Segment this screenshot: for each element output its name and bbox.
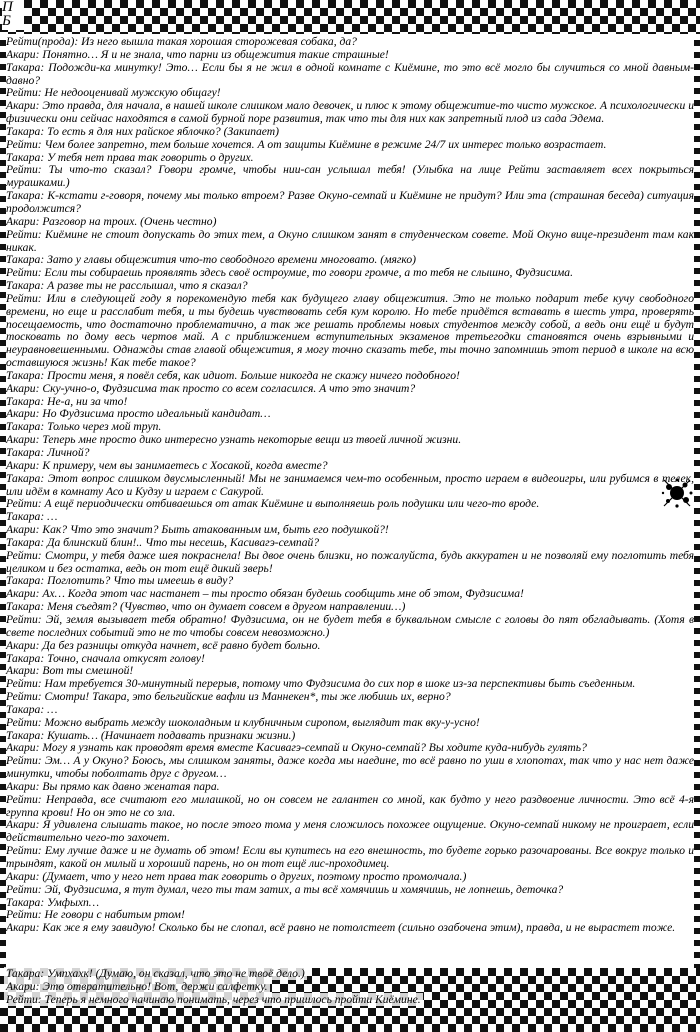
dialogue-line: Такара: То есть я для них райское яблочко? (Закипает) (6, 124, 280, 138)
dialogue-line: Рейти: Смотри! Такара, это бельгийские вафли из Маннекен*, ты же любишь их, верно? (6, 690, 451, 704)
dialogue-line: Такара: К-кстати г-говоря, почему мы только втроем? Разве Окуно-семпай и Киёмине не придут? Или эта (страшная беседа) ситуация продолжится? (6, 189, 694, 215)
dialogue-line: Акари: К примеру, чем вы занимаетесь с Хосакой, когда вместе? (6, 458, 328, 472)
dialogue-line: Рейти: Эй, земля вызывает тебя обратно! Фудзисима, он не будет тебя в буквальном смысле с головы до пят обгладывать. (Хотя в свете последних событий это не то чтобы совсем невозможно.) (6, 612, 694, 639)
dialogue-line: Такара: Точно, сначала откусят голову! (6, 651, 205, 665)
dialogue-line: Рейти: Смотри, у тебя даже шея покраснела! Вы двое очень близки, но пожалуйста, будь аккуратен и не позволяй ему поглотить тебя целиком и без остатка, ведь он тот ещё дикий зверь! (6, 548, 694, 575)
dialogue-line: Такара: Зато у главы общежития что-то свободного времени многовато. (мягко) (6, 253, 417, 267)
dialogue-line: Рейти: Эй, Фудзисима, я тут думал, чего ты там затих, а ты всё хомячишь и хомячишь, не лопнешь, деточка? (6, 882, 564, 896)
dialogue-line: Рейти: Киёмине не стоит допускать до этих тем, а Окуно слишком занят в студенческом совете. Мой Окуно вице-президент там как никак. (6, 227, 694, 254)
dialogue-line: Акари: Я удивлена слышать такое, но после этого тома у меня сложилось похожее ощущение. Окуно-семпай никому не проиграет, если действительно чего-то захочет. (6, 818, 694, 845)
dialogue-line: Акари: Ах… Когда этот час настанет – ты просто обязан будешь сообщить мне об этом, Фудзисима! (6, 587, 524, 601)
dialogue-line: Акари: (Думает, что у него нет права так говорить о других, поэтому просто промолчала.) (6, 869, 467, 883)
dialogue-line: Рейти: Не говори с набитым ртом! (6, 908, 185, 922)
dialogue-line: Такара: Этот вопрос слишком двусмысленный! Мы не занимаемся чем-то особенным, просто играем в видеоигры, или рубимся в телек, или идём в комнату Асо и Кудзу и играем с Сакурой. (6, 471, 694, 498)
dialogue-line: Акари: Это отвратительно! Вот, держи салфетку. (6, 979, 268, 993)
dialogue-line: Акари: Как? Что это значит? Быть атакованным им, быть его подушкой?! (6, 523, 389, 537)
dialogue-line: Акари: Теперь мне просто дико интересно узнать некоторые вещи из твоей личной жизни. (6, 433, 462, 447)
dialogue-line: Такара: А разве ты не расслышал, что я сказал? (6, 279, 248, 293)
dialogue-line: Рейти: Ему лучше даже и не думать об этом! Если вы купитесь на его внешность, то будете горько разочарованы. Все вокруг только и трындят, какой он милый и хороший парень, но он тот ещё лис-проходимец. (6, 844, 694, 870)
dialogue-line: Такара: Поглотить? Что ты имеешь в виду? (6, 574, 234, 588)
dialogue-line: Акари: Вы прямо как давно женатая пара. (6, 779, 220, 793)
dialogue-line: Рейти: Эм… А у Окуно? Боюсь, мы слишком заняты, даже когда мы наедине, то всё равно по уши в хлопотах, так что у нас нет даже минутки, чтобы поболтать друг с другом… (6, 754, 694, 781)
dialogue-line: Акари: Ску-учно-о, Фудзисима так просто со всем согласился. А что это значит? (6, 381, 416, 395)
dialogue-line: Такара: Меня съедят? (Чувство, что он думает совсем в другом направлении…) (6, 600, 406, 614)
dialogue-line: Такара: Прости меня, я повёл себя, как идиот. Больше никогда не скажу ничего подобного! (6, 368, 460, 382)
dialogue-line: Акари: Но Фудзисима просто идеальный кандидат… (6, 407, 271, 421)
dialogue-line: Акари: Как же я ему завидую! Сколько бы не слопал, всё равно не потолстеет (сильно озабочена этим), правда, и не вырастет тоже. (6, 921, 676, 935)
dialogue-line: Рейти: Не недооценивай мужскую общагу! (6, 86, 221, 100)
dialogue-line: Такара: Только через мой труп. (6, 420, 162, 434)
dialogue-line: Такара: Не-а, ни за что! (6, 394, 128, 408)
dialogue-line: Такара: Да блинский блин!.. Что ты несешь, Касивагэ-семпай? (6, 535, 320, 549)
dialogue-line: Такара: Умпхахк! (Думаю, он сказал, что это не твоё дело.) (6, 967, 305, 980)
corner-logo: П Б (2, 0, 24, 30)
dialogue-line: Акари: Понятно… Я и не знала, что парни из общежития такие страшные! (6, 47, 389, 61)
dialogue-text-bottom (4, 968, 696, 1007)
dialogue-line: Рейти: Можно выбрать между шоколадным и клубничным сиропом, выглядит так вку-у-усно! (6, 715, 480, 729)
dialogue-line: Рейти: Неправда, все считают его милашкой, но он совсем не галантен со мной, как будто у него раздвоение личности. Это всё 4-я группа крови! Но он это не со зла. (6, 792, 694, 819)
dialogue-line: Акари: Вот ты смешной! (6, 664, 134, 678)
dialogue-line: Рейти(прода): Из него вышла такая хорошая сторожевая собака, да? (6, 35, 357, 48)
dialogue-line: Акари: Это правда, для начала, в нашей школе слишком мало девочек, и плюс к этому общежитие-то чисто мужское. А психологически и физически они сейчас находятся в самой бурной поре развития, так что ты для них как запретный плод из сада Эдема. (6, 99, 694, 126)
dialogue-line: Рейти: Или в следующей году я порекомендую тебя как будущего главу общежития. Это не только подарит тебе кучу свободного времени, но еще и расслабит тебя, и ты будешь чувствовать себя кум королю. Но тебе придётся вставать в шесть утра, проверять посещаемость, что достаточно проблематично, а так же решать проблемы новых студентов между собой, а ведь они ещё и будут тосковать по дому весь чертов май. А с приближением вступительных экзаменов третьегодки становятся очень взрывными и неуравновешенными. Однажды став главой общежития, я могу точно сказать тебе, ты точно запомнишь этот период в школе на всю оставшуюся жизнь! Как тебе такое? (6, 291, 694, 370)
dialogue-line: Такара: Подожди-ка минутку! Это… Если бы я не жил в одной комнате с Киёмине, то это всё могло бы случиться со мной давным-давно? (6, 60, 694, 87)
dialogue-line: Рейти: А ещё периодически отбиваешься от атак Киёмине и выполняешь роль подушки или чего-то вроде. (6, 497, 540, 511)
dialogue-line: Такара: … (6, 702, 58, 716)
dialogue-text (4, 36, 696, 935)
dialogue-line: Такара: Умфыхп… (6, 895, 100, 909)
dialogue-line: Рейти: Нам требуется 30-минутный перерыв, потому что Фудзисима до сих пор в шоке из-за перспективы быть съеденным. (6, 677, 636, 691)
dialogue-line: Такара: У тебя нет права так говорить о других. (6, 150, 254, 164)
dialogue-line: Такара: Кушать… (Начинает подавать признаки жизни.) (6, 728, 296, 742)
dialogue-line: Рейти: Теперь я немного начинаю понимать, через что пришлось пройти Киёмине. (6, 992, 421, 1006)
dialogue-line: Рейти: Ты что-то сказал? Говори громче, чтобы нии-сан услышал тебя! (Улыбка на лице Рейти заставляет всех покрыться мурашками.) (6, 163, 694, 190)
dialogue-line: Акари: Могу я узнать как проводят время вместе Касивагэ-семпай и Окуно-семпай? Вы ходите куда-нибудь гулять? (6, 741, 587, 755)
dialogue-line: Такара: Личной? (6, 446, 90, 459)
dialogue-line: Акари: Да без разницы откуда начнет, всё равно будет больно. (6, 638, 321, 652)
checkered-top-border (0, 0, 700, 34)
dialogue-line: Акари: Разговор на троих. (Очень честно) (6, 214, 217, 228)
dialogue-line: Рейти: Чем более запретно, тем больше хочется. А от защиты Киёмине в режиме 24/7 их интерес только возрастает. (6, 137, 607, 151)
dialogue-line: Рейти: Если ты собираешь проявлять здесь своё остроумие, то говори громче, а то тебя не слышно, Фудзисима. (6, 266, 573, 280)
dialogue-line: Такара: … (6, 510, 58, 524)
